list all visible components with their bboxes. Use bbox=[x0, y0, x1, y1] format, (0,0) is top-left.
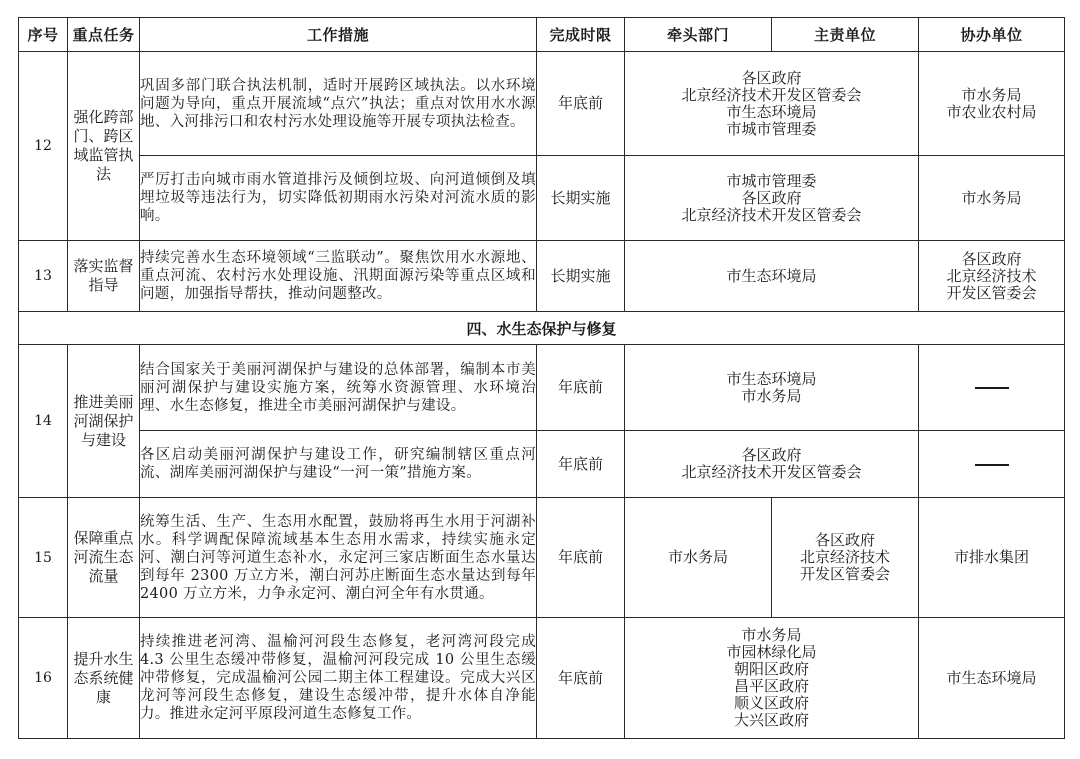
row-16-measure: 持续推进老河湾、温榆河河段生态修复，老河湾河段完成 4.3 公里生态缓冲带修复，温榆河河段完成 10 公里生态缓冲带修复，完成温榆河公园二期主体工程建设。完成大兴区龙河等河段生态修复，建设生态缓冲带，提升水体自净能力。推进永定河平原段河道生态修复工作。 bbox=[140, 618, 537, 739]
row-12b-measure: 严厉打击向城市雨水管道排污及倾倒垃圾、向河道倾倒及填埋垃圾等违法行为，切实降低初期雨水污染对河流水质的影响。 bbox=[140, 156, 537, 241]
row-14b-lead bbox=[625, 431, 919, 498]
row-13-task: 落实监督指导 bbox=[68, 241, 140, 312]
header-assist: 协办单位 bbox=[919, 18, 1065, 52]
row-13-lead bbox=[625, 241, 919, 312]
assist-line: 市排水集团 bbox=[953, 548, 1029, 566]
row-14b-assist bbox=[919, 431, 1065, 498]
row-15-measure: 统筹生活、生产、生态用水配置，鼓励将再生水用于河湖补水。科学调配保障流域基本生态用水需求，持续实施永定河、潮白河等河道生态补水，永定河三家店断面生态水量达到每年 2300 万立方米，潮白河苏庄断面生态水量达到每年 2400 万立方米，力争永定河、潮白河全年有水贯通。 bbox=[140, 498, 537, 618]
row-14b-deadline: 年底前 bbox=[537, 431, 625, 498]
row-13-measure: 持续完善水生态环境领域“三监联动”。聚焦饮用水水源地、重点河流、农村污水处理设施、汛期面源污染等重点区域和问题，加强指导帮扶，推动问题整改。 bbox=[140, 241, 537, 312]
row-14a-assist bbox=[919, 345, 1065, 431]
row-16-num: 16 bbox=[19, 618, 68, 739]
lead-line: 市城市管理委 bbox=[726, 119, 817, 138]
assist-line: 市生态环境局 bbox=[946, 668, 1037, 687]
resp-line: 开发区管委会 bbox=[799, 565, 890, 583]
header-measure: 工作措施 bbox=[140, 18, 537, 52]
row-12a-assist bbox=[919, 52, 1065, 156]
table-row bbox=[19, 241, 1065, 312]
row-16-lead bbox=[625, 618, 919, 739]
task-table bbox=[18, 17, 1065, 739]
row-12a-measure: 巩固多部门联合执法机制，适时开展跨区域执法。以水环境问题为导向，重点开展流域“点穴”执法；重点对饮用水水源地、入河排污口和农村污水处理设施等开展专项执法检查。 bbox=[140, 52, 537, 156]
row-12-num: 12 bbox=[19, 52, 68, 241]
row-12a-deadline: 年底前 bbox=[537, 52, 625, 156]
header-deadline: 完成时限 bbox=[537, 18, 625, 52]
lead-line: 昌平区政府 bbox=[733, 677, 809, 695]
header-lead: 牵头部门 bbox=[625, 18, 772, 52]
lead-line: 各区政府 bbox=[741, 68, 802, 87]
row-12-task: 强化跨部门、跨区域监管执法 bbox=[68, 52, 140, 241]
row-14a-measure: 结合国家关于美丽河湖保护与建设的总体部署，编制本市美丽河湖保护与建设实施方案，统筹水资源管理、水环境治理、水生态修复，推进全市美丽河湖保护与建设。 bbox=[140, 345, 537, 431]
section-row bbox=[19, 312, 1065, 345]
header-row bbox=[19, 18, 1065, 52]
row-16-assist bbox=[919, 618, 1065, 739]
row-15-task: 保障重点河流生态流量 bbox=[68, 498, 140, 618]
assist-line: 市水务局 bbox=[961, 85, 1022, 104]
assist-line: 各区政府 bbox=[961, 249, 1022, 268]
row-14a-lead bbox=[625, 345, 919, 431]
lead-line: 市生态环境局 bbox=[726, 369, 817, 388]
assist-line: 开发区管委会 bbox=[946, 283, 1037, 302]
section-title: 四、水生态保护与修复 bbox=[19, 312, 1065, 345]
row-14a-deadline: 年底前 bbox=[537, 345, 625, 431]
row-15-deadline: 年底前 bbox=[537, 498, 625, 618]
resp-line: 各区政府 bbox=[814, 531, 875, 549]
row-13-assist bbox=[919, 241, 1065, 312]
lead-line: 各区政府 bbox=[741, 188, 802, 207]
row-15-assist bbox=[919, 498, 1065, 618]
table-row bbox=[19, 345, 1065, 431]
row-15-lead bbox=[625, 498, 772, 618]
header-num: 序号 bbox=[19, 18, 68, 52]
row-14b-measure: 各区启动美丽河湖保护与建设工作，研究编制辖区重点河流、湖库美丽河湖保护与建设“一河一策”措施方案。 bbox=[140, 431, 537, 498]
row-15-resp bbox=[772, 498, 919, 618]
assist-line: 北京经济技术 bbox=[946, 266, 1037, 285]
empty-dash bbox=[975, 464, 1009, 466]
lead-line: 市城市管理委 bbox=[726, 171, 817, 190]
row-15-num: 15 bbox=[19, 498, 68, 618]
row-16-task: 提升水生态系统健康 bbox=[68, 618, 140, 739]
lead-line: 北京经济技术开发区管委会 bbox=[681, 463, 862, 481]
row-14-num: 14 bbox=[19, 345, 68, 498]
lead-line: 大兴区政府 bbox=[733, 711, 809, 729]
lead-line: 市生态环境局 bbox=[726, 102, 817, 121]
table-row bbox=[19, 431, 1065, 498]
lead-line: 顺义区政府 bbox=[733, 694, 809, 712]
resp-line: 北京经济技术 bbox=[799, 548, 890, 566]
table-row bbox=[19, 156, 1065, 241]
row-13-num: 13 bbox=[19, 241, 68, 312]
assist-line: 市农业农村局 bbox=[946, 102, 1037, 121]
lead-line: 市生态环境局 bbox=[726, 266, 817, 285]
lead-line: 市水务局 bbox=[741, 626, 802, 644]
lead-line: 北京经济技术开发区管委会 bbox=[681, 205, 862, 224]
lead-line: 朝阳区政府 bbox=[733, 660, 809, 678]
row-12b-assist bbox=[919, 156, 1065, 241]
table-row bbox=[19, 52, 1065, 156]
assist-line: 市水务局 bbox=[961, 188, 1022, 207]
header-resp: 主责单位 bbox=[772, 18, 919, 52]
row-12a-lead bbox=[625, 52, 919, 156]
lead-line: 市水务局 bbox=[741, 386, 802, 405]
row-13-deadline: 长期实施 bbox=[537, 241, 625, 312]
lead-line: 市水务局 bbox=[667, 548, 728, 566]
lead-line: 北京经济技术开发区管委会 bbox=[681, 85, 862, 104]
table-row bbox=[19, 498, 1065, 618]
row-12b-lead bbox=[625, 156, 919, 241]
row-16-deadline: 年底前 bbox=[537, 618, 625, 739]
empty-dash bbox=[975, 387, 1009, 389]
header-task: 重点任务 bbox=[68, 18, 140, 52]
row-12b-deadline: 长期实施 bbox=[537, 156, 625, 241]
row-14-task: 推进美丽河湖保护与建设 bbox=[68, 345, 140, 498]
lead-line: 市园林绿化局 bbox=[726, 643, 817, 661]
lead-line: 各区政府 bbox=[741, 446, 802, 464]
table-row bbox=[19, 618, 1065, 739]
